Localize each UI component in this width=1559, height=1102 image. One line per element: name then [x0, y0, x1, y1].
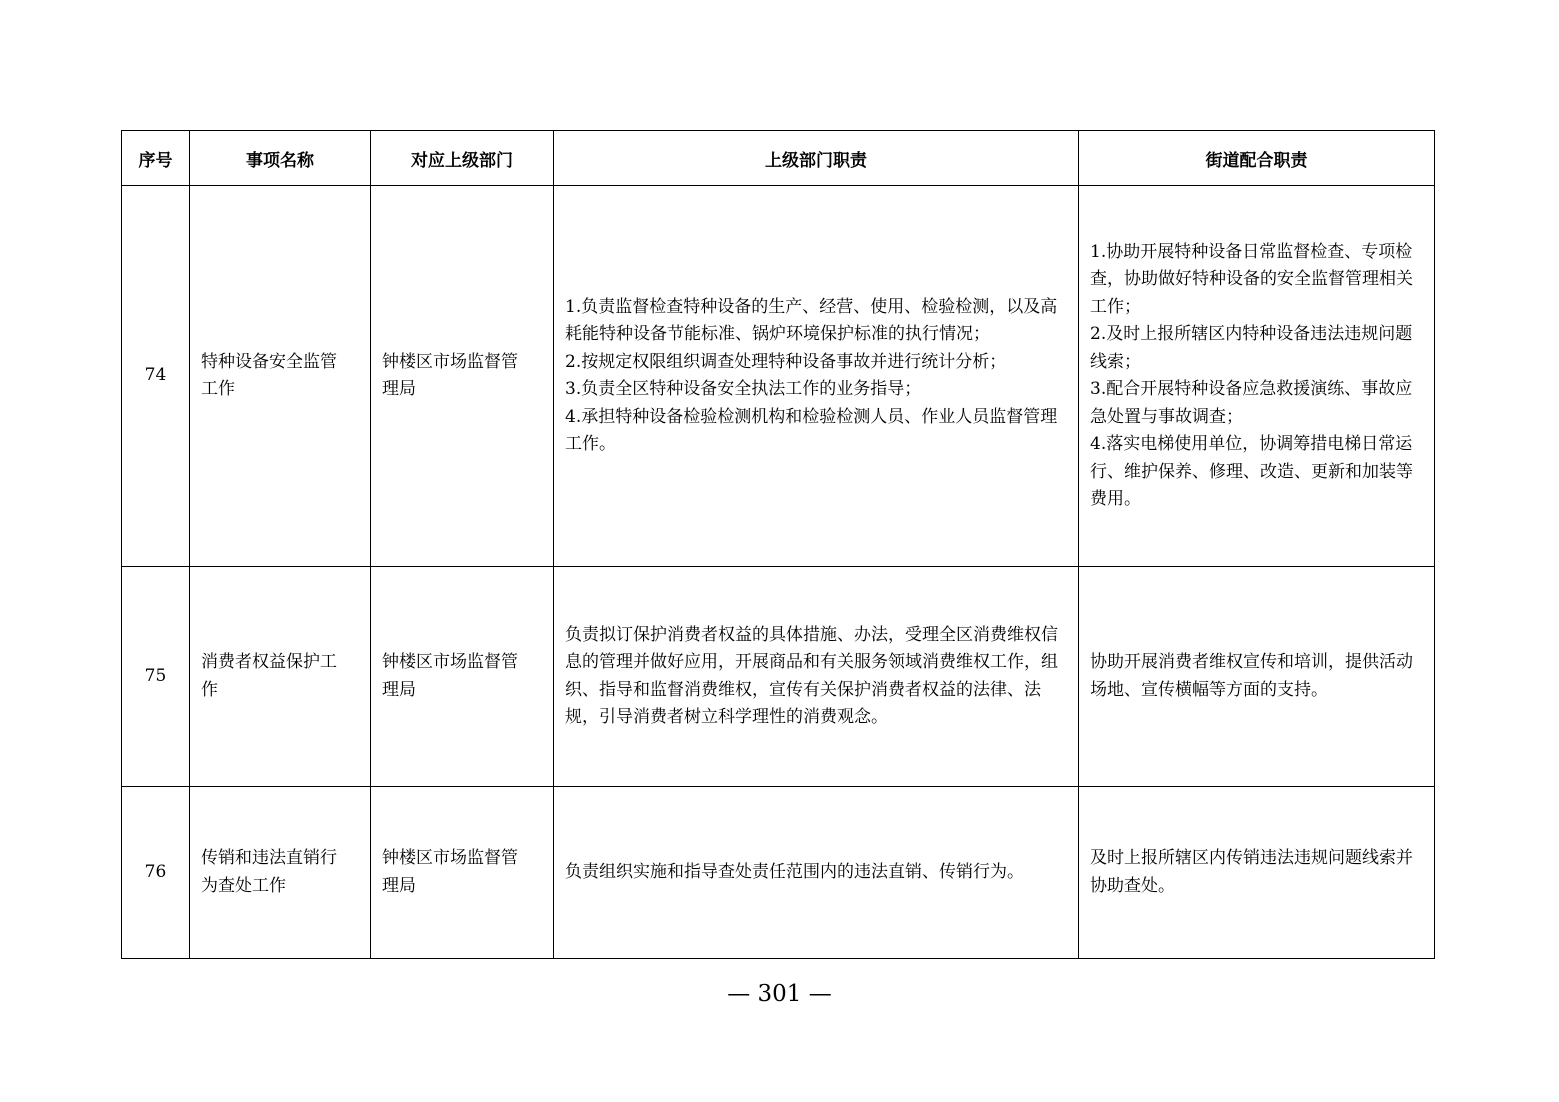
header-street-duty: 街道配合职责	[1079, 131, 1435, 186]
row-street-duty-text: 协助开展消费者维权宣传和培训，提供活动场地、宣传横幅等方面的支持。	[1090, 652, 1413, 700]
row-upper-duty	[554, 567, 1079, 787]
row-department-text: 钟楼区市场监督管 理局	[382, 848, 518, 896]
header-item-name: 事项名称	[190, 131, 371, 186]
row-street-duty-text: 及时上报所辖区内传销违法违规问题线索并协助查处。	[1090, 848, 1413, 896]
row-serial-number: 76	[122, 787, 190, 959]
row-item-name-text: 特种设备安全监管 工作	[201, 351, 337, 399]
row-department	[371, 567, 554, 787]
row-upper-duty-text: 负责组织实施和指导查处责任范围内的违法直销、传销行为。	[565, 861, 1024, 882]
row-item-name	[190, 186, 371, 567]
table-row	[122, 787, 1435, 959]
header-upper-department-duty: 上级部门职责	[554, 131, 1079, 186]
row-upper-duty-text: 1.负责监督检查特种设备的生产、经营、使用、检验检测，以及高耗能特种设备节能标准、锅炉环境保护标准的执行情况； 2.按规定权限组织调查处理特种设备事故并进行统计分析； 3.负责全区特种设备安全执法工作的业务指导； 4.承担特种设备检验检测机构和检验检测人员、作业人员监督管理工作。	[565, 296, 1058, 454]
header-serial-number: 序号	[122, 131, 190, 186]
row-item-name-text: 传销和违法直销行 为查处工作	[201, 848, 337, 896]
table-row	[122, 567, 1435, 787]
table-header-row	[122, 131, 1435, 186]
row-street-duty	[1079, 567, 1435, 787]
row-street-duty	[1079, 787, 1435, 959]
row-upper-duty	[554, 787, 1079, 959]
page-number: — 301 —	[727, 981, 832, 1007]
row-street-duty	[1079, 186, 1435, 567]
row-department-text: 钟楼区市场监督管 理局	[382, 351, 518, 399]
row-item-name	[190, 567, 371, 787]
row-item-name	[190, 787, 371, 959]
row-serial-number: 74	[122, 186, 190, 567]
duty-table	[121, 130, 1435, 959]
row-department	[371, 787, 554, 959]
table-row	[122, 186, 1435, 567]
row-item-name-text: 消费者权益保护工 作	[201, 652, 337, 700]
header-upper-department: 对应上级部门	[371, 131, 554, 186]
row-department	[371, 186, 554, 567]
row-upper-duty	[554, 186, 1079, 567]
row-serial-number: 75	[122, 567, 190, 787]
row-street-duty-text: 1.协助开展特种设备日常监督检查、专项检查，协助做好特种设备的安全监督管理相关工作； 2.及时上报所辖区内特种设备违法违规问题线索； 3.配合开展特种设备应急救援演练、事故应急处置与事故调查； 4.落实电梯使用单位，协调筹措电梯日常运行、维护保养、修理、改造、更新和加装等费用。	[1090, 241, 1413, 509]
row-department-text: 钟楼区市场监督管 理局	[382, 652, 518, 700]
row-upper-duty-text: 负责拟订保护消费者权益的具体措施、办法，受理全区消费维权信息的管理并做好应用，开展商品和有关服务领域消费维权工作，组织、指导和监督消费维权，宣传有关保护消费者权益的法律、法规，引导消费者树立科学理性的消费观念。	[565, 624, 1058, 727]
